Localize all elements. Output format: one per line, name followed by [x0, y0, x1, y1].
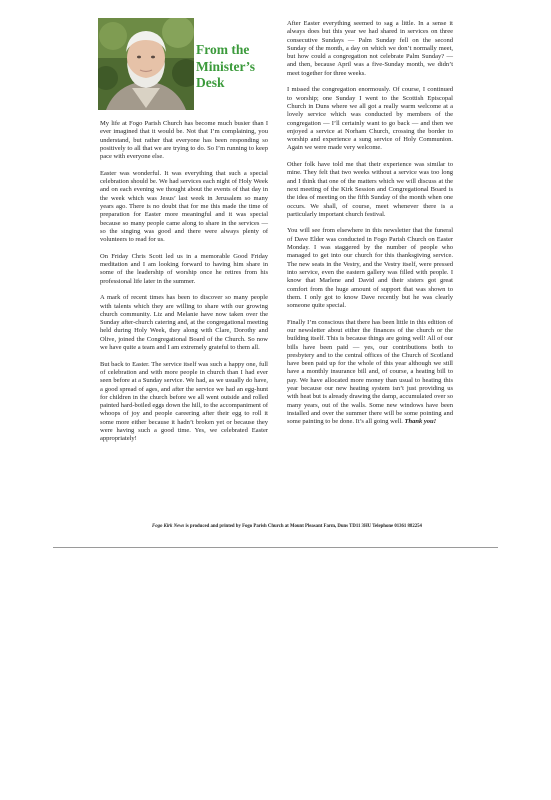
thank-you-text: Thank you! — [404, 418, 437, 426]
minister-photo — [98, 18, 194, 110]
right-column — [287, 20, 453, 435]
minister-portrait-image — [98, 18, 194, 110]
paragraph: A mark of recent times has been to discover so many people with talents which they are willing to share with our growing church community. Liz and Melanie have now taken over the Sunday after-church catering and, at the congregational meeting held during Holy Week, they along with Clare, Dorothy and Olive, joined the Congregational Board of the Church. So now we have quite a team and I am extremely grateful to them all. — [100, 294, 268, 352]
paragraph: After Easter everything seemed to sag a little. In a sense it always does but this year we had shared in services on three consecutive Sundays — Palm Sunday fell on the second Sunday of the month, a day on which we don’t normally meet, but how could a congregation not celebrate Palm Sunday? — and then, because April was a five-Sunday month, we didn’t meet together for three weeks. — [287, 20, 453, 77]
paragraph: On Friday Chris Scott led us in a memorable Good Friday meditation and I am looking forward to having him share in some of the leadership of worship once he retires from his professional life later in the summer. — [100, 252, 268, 285]
footer-imprint — [82, 524, 492, 529]
divider — [53, 547, 498, 548]
paragraph: My life at Fogo Parish Church has become much busier than I ever imagined that it would be. Not that I’m complaining, you understand, but rather that everyone has been responding so positively to all that we are trying to do. So I’m running to keep pace with everyone else. — [100, 120, 268, 161]
title-line: Minister’s — [196, 58, 255, 74]
paragraph: Other folk have told me that their experience was similar to mine. They felt that two weeks without a service was too long and I think that one of the matters which we will discuss at the next meeting of the Kirk Session and Congregational Board is the idea of meeting on the fifth Sunday of the month when one occurs. We shall, of course, meet whenever there is a particularly important church festival. — [287, 161, 453, 218]
paragraph: Easter was wonderful. It was everything that such a special celebration should be. We had services each night of Holy Week and on each evening we thought about the events of that day in the week which was Jesus’ last week in Jerusalem so many years ago. There is no doubt that for me this made the time of preparation for Easter more meaningful and it was special because so many people came along to share in the services — so the singing was good and there were always plenty of volunteers to read for us. — [100, 169, 268, 244]
paragraph — [287, 319, 453, 427]
paragraph: You will see from elsewhere in this newsletter that the funeral of Dave Elder was conducted in Fogo Parish Church on Easter Monday. I was staggered by the number of people who managed to get into our church for this thanksgiving service. The new seats in the Vestry, and the Vestry itself, were pressed into service, even the eastern gallery was filled with people. I know that Marlene and David and their sisters got great comfort from the huge amount of support that was shown to them. I only got to know Dave recently but he was clearly someone quite special. — [287, 227, 453, 310]
newsletter-name: Fogo Kirk News — [152, 524, 185, 529]
title-line: Desk — [196, 75, 225, 90]
paragraph: I missed the congregation enormously. Of course, I continued to worship; one Sunday I went to the Scottish Episcopal Church in Duns where we all got a really warm welcome at a lovely service which was conducted by members of the congregation — I’ll certainly want to go back — and then we enjoyed a service at Norham Church, crossing the border to worship and experience a sung service of Holy Communion. Again we were made very welcome. — [287, 86, 453, 152]
left-column — [100, 120, 268, 452]
footer-text: is produced and printed by Fogo Parish Church at Mount Pleasant Farm, Duns TD11 3HU Telephone 01361 882254 — [184, 524, 422, 529]
page-title — [196, 42, 270, 92]
paragraph-text: Finally I’m conscious that there has been little in this edition of our newsletter about either the finances of the church or the building itself. This is because things are going well! All of our bills have been paid — yes, our contributions both to presbytery and to the central offices of the Church of Scotland have been paid up for the whole of this year although we still have a monthly insurance bill and, of course, a heating bill to pay. We have allocated more money than usual to heating this year because our new heating system isn’t just providing us with heat but is already drawing the damp, accumulated over so many years, out of the walls. Some new windows have been installed and over the summer there will be some pointing and some painting to be done. It’s all going well. — [287, 318, 453, 426]
paragraph: But back to Easter. The service itself was such a happy one, full of celebration and with more people in church than I had ever seen before at a Sunday service. We had, as we usually do have, a good spread of ages, and after the service we had an egg-hunt for children in the church before we all went outside and rolled painted hard-boiled eggs down the hill, to the accompaniment of whoops of joy and people careering after their egg to roll it some more either because it hadn’t broken yet or because they were having such a good time. Yes, we celebrated Easter appropriately! — [100, 360, 268, 443]
title-line: From the — [196, 42, 250, 57]
